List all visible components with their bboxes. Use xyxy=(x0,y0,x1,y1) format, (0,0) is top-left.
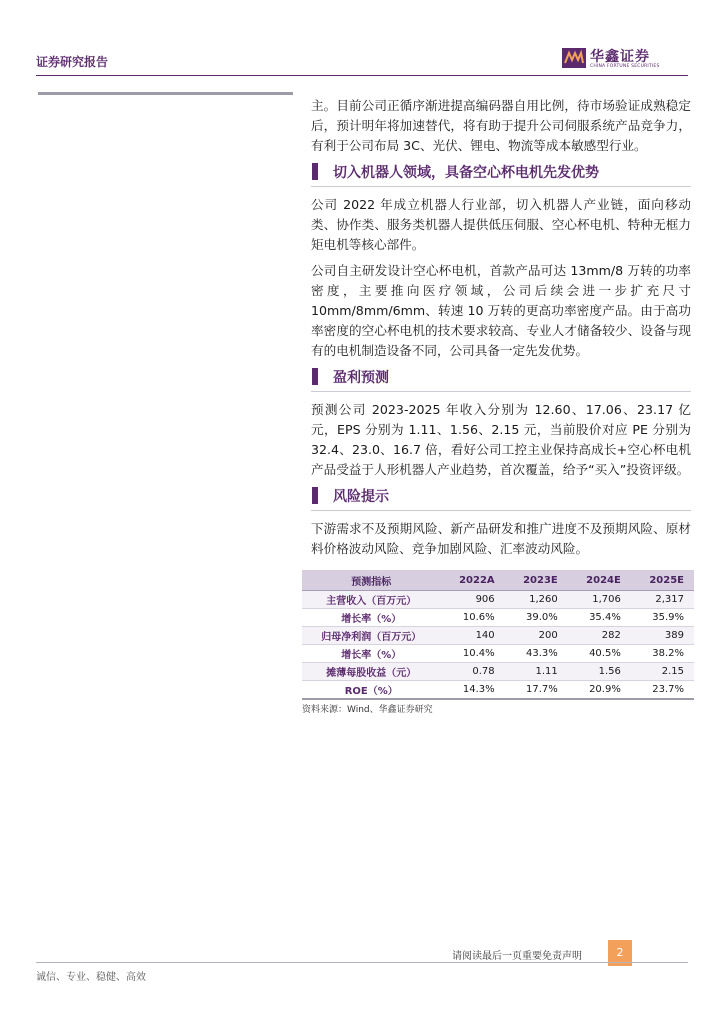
header-divider xyxy=(36,75,688,76)
table-cell: 1,260 xyxy=(505,591,568,609)
section-forecast-title: 盈利预测 xyxy=(333,370,389,386)
section-marker-icon xyxy=(312,487,318,504)
footer-motto: 诚信、专业、稳健、高效 xyxy=(36,972,146,983)
table-cell: 17.7% xyxy=(505,681,568,700)
table-row-label: ROE（%） xyxy=(302,681,441,700)
table-cell: 10.6% xyxy=(441,609,505,627)
section-forecast-heading xyxy=(311,367,691,392)
paragraph-forecast: 预测公司 2023-2025 年收入分别为 12.60、17.06、23.17 亿元，EPS 分别为 1.11、1.56、2.15 元，当前股价对应 PE 分别为 32.4、23.0、16.7 倍，看好公司工控主业保持高成长+空心杯电机产品受益于人形机器人产业趋势，首次覆盖，给予“买入”投资评级。 xyxy=(311,402,691,477)
table-cell: 2,317 xyxy=(631,591,694,609)
table-header-cell: 2024E xyxy=(568,570,631,591)
table-row-label: 增长率（%） xyxy=(302,645,441,663)
table-cell: 0.78 xyxy=(441,663,505,681)
table-cell: 200 xyxy=(505,627,568,645)
section-robot-heading xyxy=(311,162,691,187)
table-cell: 40.5% xyxy=(568,645,631,663)
table-cell: 23.7% xyxy=(631,681,694,700)
table-row xyxy=(302,663,694,681)
table-source-note: 资料来源：Wind、华鑫证券研究 xyxy=(302,705,433,715)
table-row xyxy=(302,591,694,609)
table-cell: 39.0% xyxy=(505,609,568,627)
section-risk-heading xyxy=(311,486,691,511)
table-row-label: 归母净利润（百万元） xyxy=(302,627,441,645)
table-cell: 1.56 xyxy=(568,663,631,681)
table-row xyxy=(302,681,694,700)
footer-disclaimer: 请阅读最后一页重要免责声明 xyxy=(452,951,582,962)
table-cell: 906 xyxy=(441,591,505,609)
table-cell: 20.9% xyxy=(568,681,631,700)
company-logo xyxy=(562,46,672,72)
paragraph-robot-dept: 公司 2022 年成立机器人行业部，切入机器人产业链，面向移动类、协作类、服务类机器人提供低压伺服、空心杯电机、特种无框力矩电机等核心部件。 xyxy=(311,197,691,252)
logo-text-cn: 华鑫证券 xyxy=(590,49,650,65)
table-row xyxy=(302,627,694,645)
table-cell: 1.11 xyxy=(505,663,568,681)
table-cell: 35.4% xyxy=(568,609,631,627)
table-cell: 140 xyxy=(441,627,505,645)
paragraph-encoder: 主。目前公司正循序渐进提高编码器自用比例，待市场验证成熟稳定后，预计明年将加速替代，将有助于提升公司伺服系统产品竞争力，有利于公司布局 3C、光伏、锂电、物流等成本敏感型行业。 xyxy=(311,98,691,153)
section-robot-title: 切入机器人领域，具备空心杯电机先发优势 xyxy=(333,165,599,181)
paragraph-risk: 下游需求不及预期风险、新产品研发和推广进度不及预期风险、原材料价格波动风险、竞争加剧风险、汇率波动风险。 xyxy=(311,521,691,556)
table-cell: 43.3% xyxy=(505,645,568,663)
table-row-label: 摊薄每股收益（元） xyxy=(302,663,441,681)
page-number: 2 xyxy=(608,940,632,966)
table-cell: 38.2% xyxy=(631,645,694,663)
paragraph-coreless-motor: 公司自主研发设计空心杯电机，首款产品可达 13mm/8 万转的功率密度，主要推向医疗领域，公司后续会进一步扩充尺寸10mm/8mm/6mm、转速 10 万转的更高功率密度产品。由于高功率密度的空心杯电机的技术要求较高、专业人才储备较少、设备与现有的电机制造设备不同，公司具备一定先发优势。 xyxy=(311,263,691,358)
table-header-cell: 2022A xyxy=(441,570,505,591)
table-cell: 2.15 xyxy=(631,663,694,681)
table-row xyxy=(302,609,694,627)
table-cell: 10.4% xyxy=(441,645,505,663)
table-header-cell: 2023E xyxy=(505,570,568,591)
table-row-label: 增长率（%） xyxy=(302,609,441,627)
table-header-cell: 2025E xyxy=(631,570,694,591)
table-cell: 35.9% xyxy=(631,609,694,627)
section-marker-icon xyxy=(312,163,318,180)
left-decorative-bar xyxy=(38,92,293,95)
header-title: 证券研究报告 xyxy=(36,55,109,69)
section-risk-title: 风险提示 xyxy=(333,489,389,505)
footer-divider xyxy=(36,962,688,963)
main-content xyxy=(311,96,691,565)
table-row xyxy=(302,645,694,663)
table-cell: 282 xyxy=(568,627,631,645)
table-cell: 389 xyxy=(631,627,694,645)
section-marker-icon xyxy=(312,368,318,385)
forecast-table xyxy=(302,570,694,700)
table-cell: 14.3% xyxy=(441,681,505,700)
logo-mark-icon xyxy=(562,48,586,68)
table-header-row xyxy=(302,570,694,591)
table-row-label: 主营收入（百万元） xyxy=(302,591,441,609)
table-cell: 1,706 xyxy=(568,591,631,609)
table-header-cell: 预测指标 xyxy=(302,570,441,591)
logo-text-en: CHINA FORTUNE SECURITIES xyxy=(590,64,660,69)
